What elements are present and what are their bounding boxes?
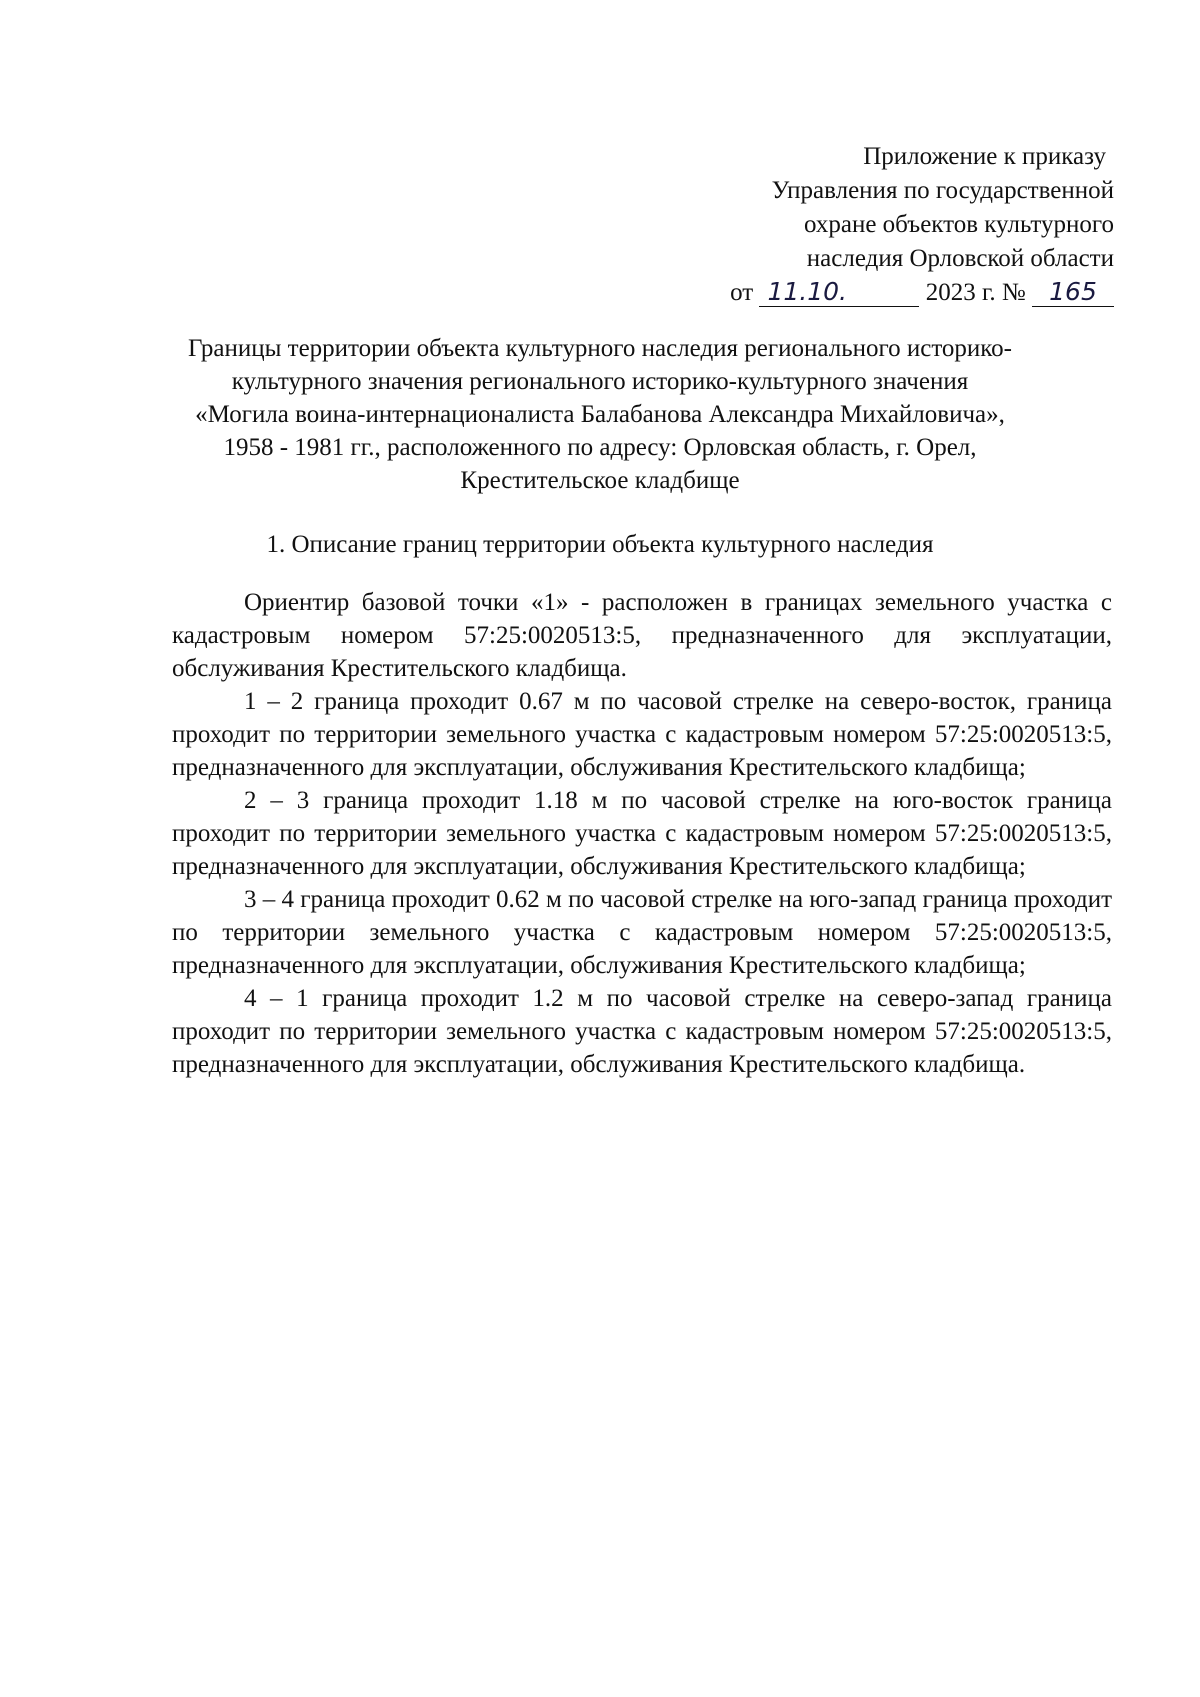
title-line: Крестительское кладбище — [460, 467, 740, 494]
paragraph-segment-2-3: 2 – 3 граница проходит 1.18 м по часовой стрелке на юго-восток граница проходит по территории земельного участка с кадастровым номером 57:25:0020513:5, предназначенного для эксплуатации, обслуживания Крестительского кладбища; — [172, 787, 1112, 880]
title-line: 1958 - 1981 гг., расположенного по адресу: Орловская область, г. Орел, — [223, 434, 977, 461]
section-heading: 1. Описание границ территории объекта культурного наследия — [266, 531, 934, 558]
paragraph-segment-1-2: 1 – 2 граница проходит 0.67 м по часовой стрелке на северо-восток, граница проходит по территории земельного участка с кадастровым номером 57:25:0020513:5, предназначенного для эксплуатации, обслуживания Крестительского кладбища; — [172, 688, 1112, 781]
header-line: Приложение к приказу — [863, 143, 1106, 170]
header-line: Управления по государственной — [771, 177, 1114, 204]
paragraph-segment-4-1: 4 – 1 граница проходит 1.2 м по часовой стрелке на северо-запад граница проходит по территории земельного участка с кадастровым номером 57:25:0020513:5, предназначенного для эксплуатации, обслуживания Крестительского кладбища. — [172, 985, 1112, 1078]
header-line: охране объектов культурного — [803, 211, 1114, 238]
title-line: культурного значения регионального историко-культурного значения — [231, 368, 969, 395]
header-line: наследия Орловской области — [806, 245, 1114, 272]
order-header — [730, 140, 1114, 310]
handwritten-order-number: 165 — [1032, 278, 1114, 307]
year-text: 2023 г. № — [925, 279, 1026, 306]
title-line: Границы территории объекта культурного наследия регионального историко- — [187, 335, 1013, 362]
paragraph-segment-3-4: 3 – 4 граница проходит 0.62 м по часовой стрелке на юго-запад граница проходит по территории земельного участка с кадастровым номером 57:25:0020513:5, предназначенного для эксплуатации, обслуживания Крестительского кладбища; — [172, 886, 1112, 979]
date-prefix: от — [730, 279, 754, 306]
handwritten-date: 11.10. — [759, 278, 919, 307]
boundary-description — [172, 586, 1112, 1081]
order-date-line — [730, 276, 1114, 310]
paragraph-base-point: Ориентир базовой точки «1» - расположен в границах земельного участка с кадастровым номером 57:25:0020513:5, предназначенного для эксплуатации, обслуживания Крестительского кладбища. — [172, 589, 1112, 682]
title-line: «Могила воина-интернационалиста Балабанова Александра Михайловича», — [195, 401, 1005, 428]
document-title — [150, 332, 1050, 497]
